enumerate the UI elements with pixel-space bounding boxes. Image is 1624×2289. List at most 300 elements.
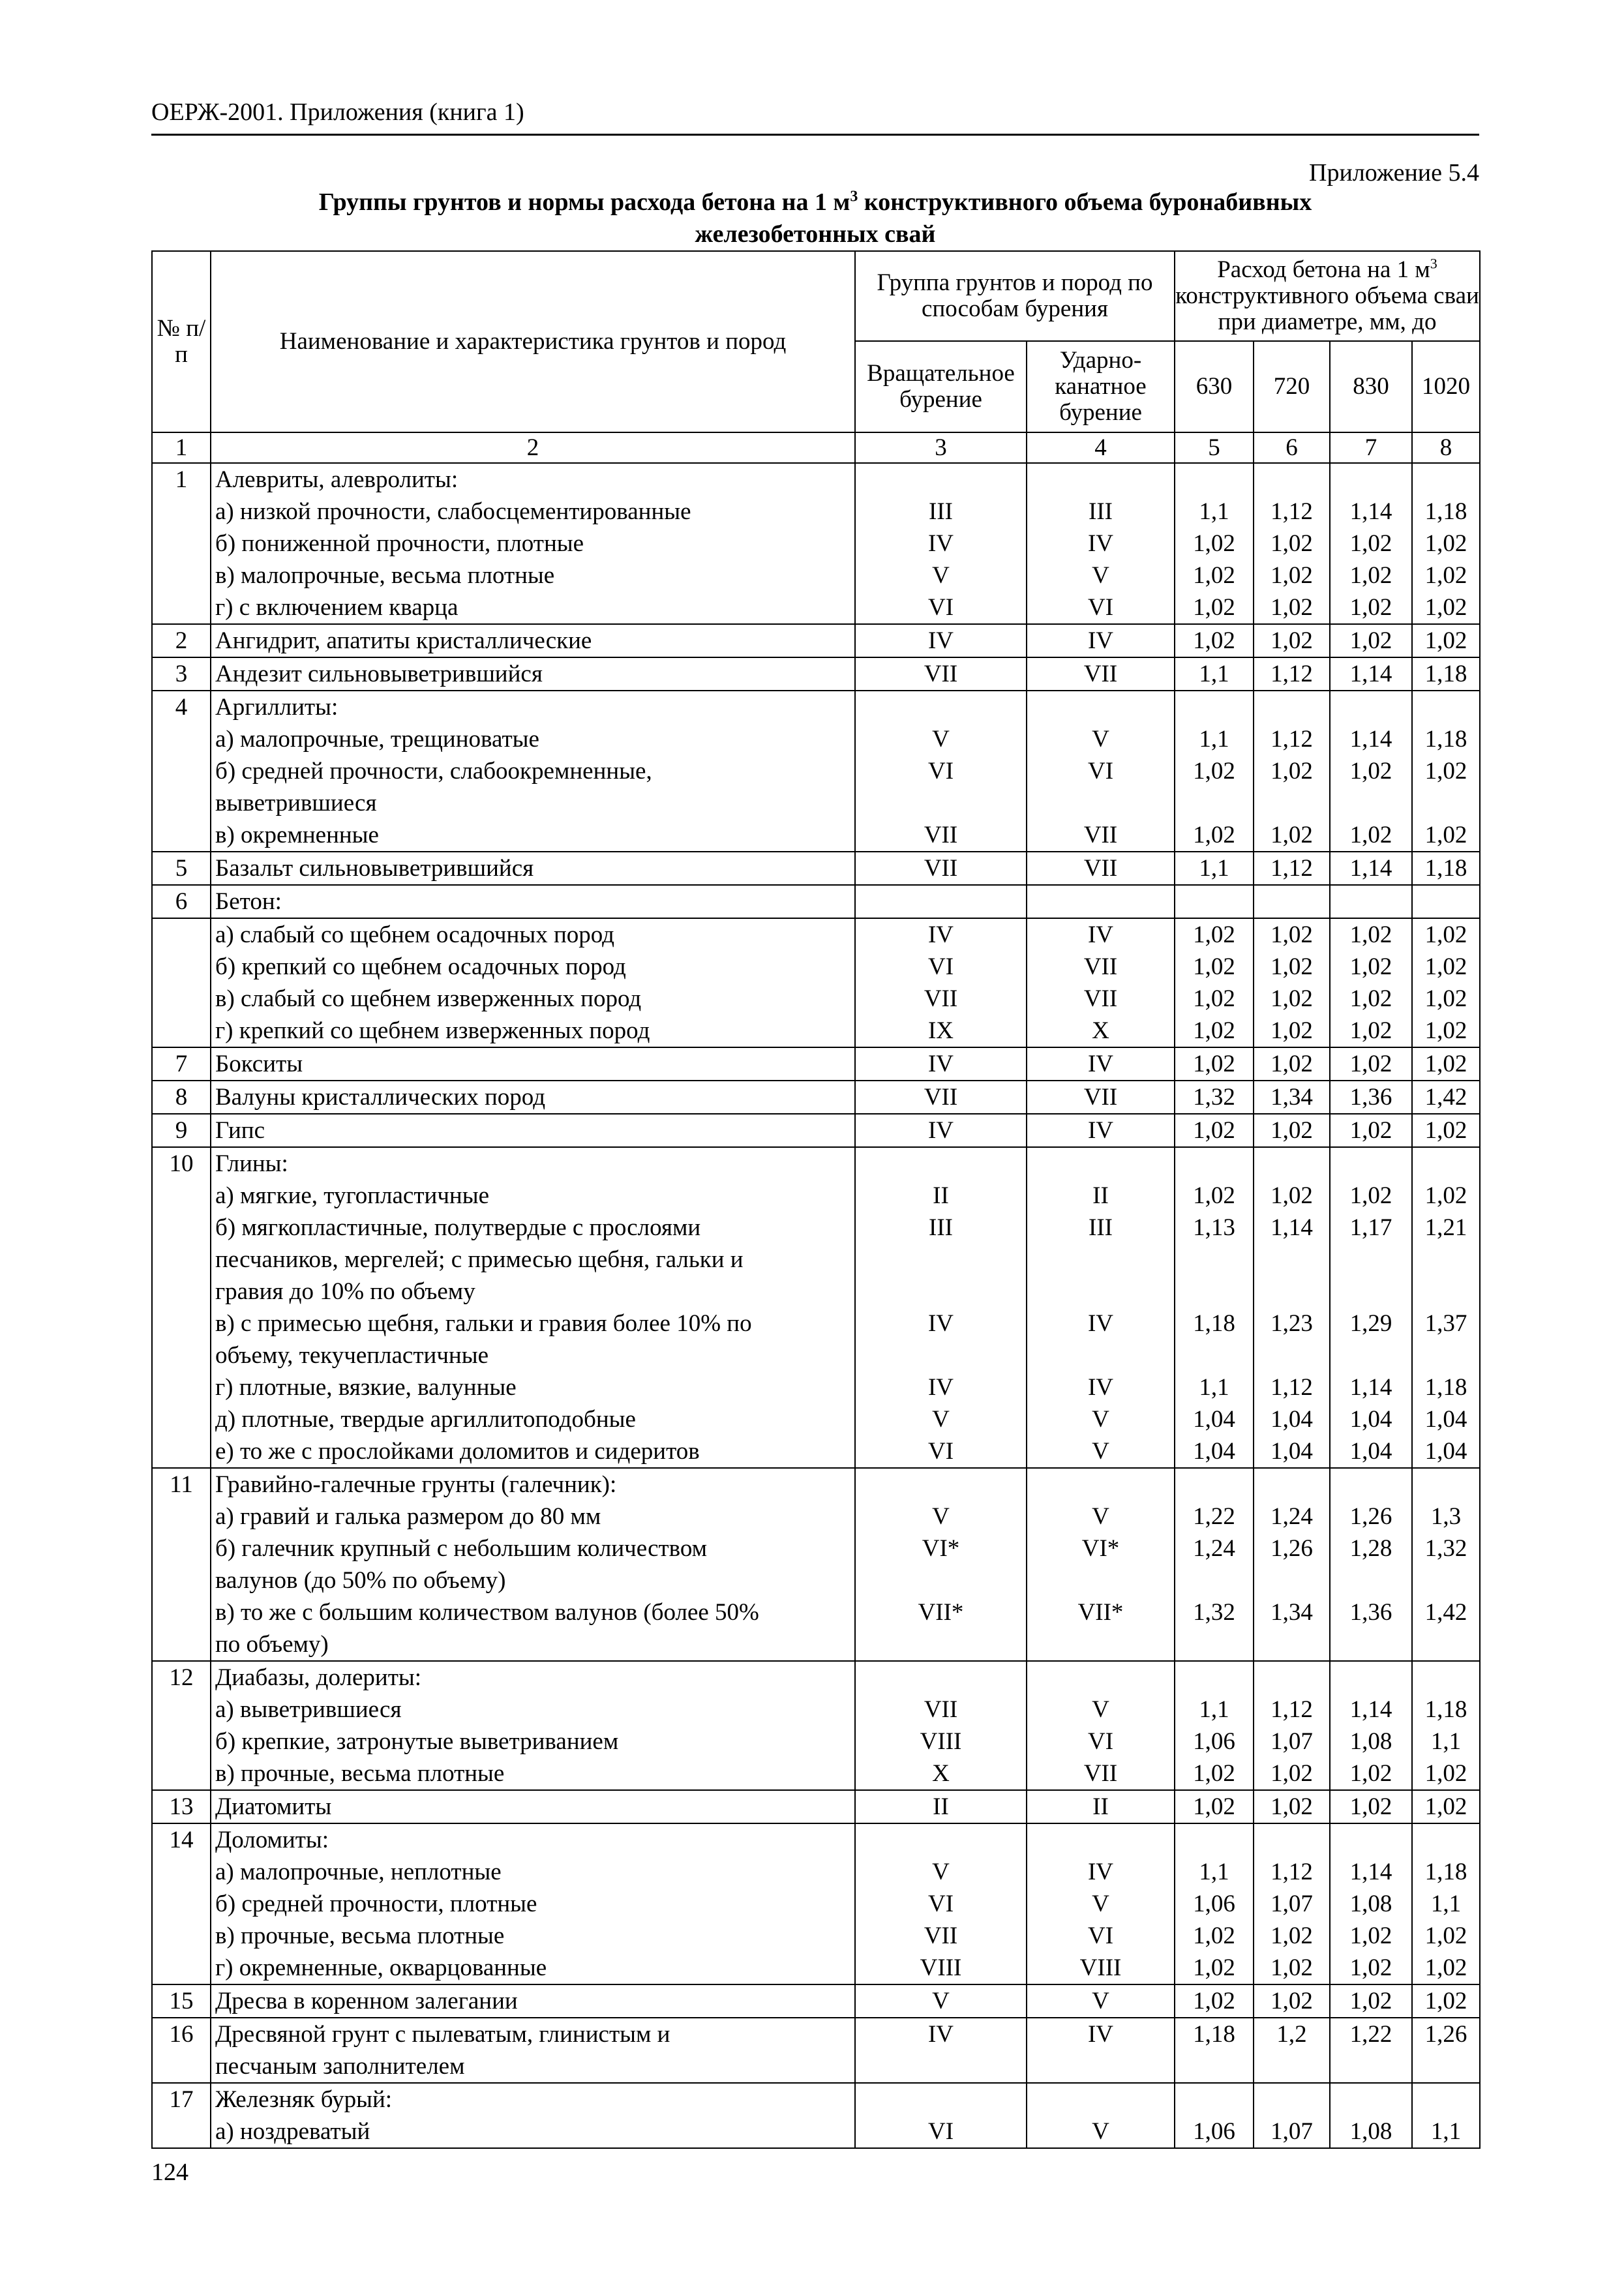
table-row [152, 1661, 1480, 1790]
consumption-830-value: 1,02 [1349, 985, 1392, 1012]
consumption-630-value: 1,02 [1193, 1017, 1235, 1044]
percussion-group-cell [1027, 918, 1175, 1047]
consumption-720-value: 1,02 [1271, 822, 1313, 848]
percussion-group-cell [1027, 1147, 1175, 1468]
consumption-1020-value: 1,02 [1424, 985, 1467, 1012]
consumption-830-value [1331, 2050, 1411, 2082]
title-line-1 [151, 187, 1479, 218]
consumption-1020-value: 1,32 [1424, 1535, 1467, 1562]
consumption-1020-cell [1412, 1790, 1480, 1823]
consumption-630-value: 1,02 [1193, 1793, 1235, 1820]
consumption-830-value: 1,02 [1349, 530, 1392, 557]
soil-name-cell [211, 463, 855, 624]
consumption-720-cell [1254, 1790, 1330, 1823]
consumption-1020-value [1413, 1339, 1479, 1371]
consumption-720-cell [1254, 624, 1330, 657]
consumption-1020-value: 1,02 [1424, 921, 1467, 948]
percussion-group-value: VII [1083, 1084, 1118, 1111]
rotary-group-value [856, 1662, 1026, 1694]
consumption-830-value: 1,02 [1349, 1954, 1392, 1981]
rotary-group-value [856, 1276, 1026, 1308]
consumption-720-value: 1,07 [1271, 1728, 1313, 1755]
soil-name-line: Аргиллиты: [215, 694, 338, 721]
percussion-group-value: IV [1087, 530, 1114, 557]
rotary-group-value: VII [924, 661, 958, 687]
consumption-720-value: 1,02 [1271, 1922, 1313, 1949]
soil-name-line: а) мягкие, тугопластичные [215, 1182, 490, 1209]
consumption-1020-value: 1,02 [1424, 1117, 1467, 1144]
consumption-720-value: 1,12 [1271, 1696, 1313, 1723]
page-number: 124 [151, 2159, 188, 2186]
consumption-830-cell [1330, 1984, 1412, 2018]
consumption-720-cell [1254, 885, 1330, 918]
soil-name-line: е) то же с прослойками доломитов и сидеритов [215, 1438, 700, 1465]
col-number: 1 [152, 432, 211, 463]
row-number-cell [152, 1823, 211, 1984]
rotary-group-value [856, 2084, 1026, 2116]
header-consumption-a: Расход бетона на 1 м [1217, 256, 1430, 283]
soil-name-line: валунов (до 50% по объему) [215, 1567, 506, 1594]
rotary-group-value: VII [924, 1696, 958, 1723]
consumption-1020-value [1413, 1469, 1479, 1501]
consumption-830-value: 1,04 [1349, 1406, 1392, 1433]
rotary-group-cell [855, 691, 1027, 852]
rotary-group-value: IV [927, 1051, 954, 1077]
rotary-group-cell [855, 1114, 1027, 1147]
consumption-830-value: 1,14 [1349, 1859, 1392, 1885]
rotary-group-cell [855, 657, 1027, 691]
table-row [152, 918, 1480, 1047]
consumption-630-value: 1,06 [1193, 2118, 1235, 2145]
consumption-630-value [1175, 1339, 1253, 1371]
consumption-720-cell [1254, 1468, 1330, 1661]
soil-name-line: б) крепкий со щебнем осадочных пород [215, 953, 626, 980]
consumption-720-value: 1,23 [1271, 1310, 1313, 1337]
consumption-830-cell [1330, 657, 1412, 691]
consumption-630-value: 1,02 [1193, 594, 1235, 621]
consumption-830-value: 1,29 [1349, 1310, 1392, 1337]
row-number-cell [152, 1790, 211, 1823]
consumption-830-value [1331, 886, 1411, 918]
percussion-group-value [1027, 1824, 1174, 1856]
rotary-group-value: V [932, 1503, 950, 1530]
table-row [152, 1081, 1480, 1114]
percussion-group-value: VII [1083, 855, 1118, 882]
soil-name-line: Андезит сильновыветрившийся [215, 661, 543, 687]
consumption-830-cell [1330, 1468, 1412, 1661]
consumption-1020-value: 1,37 [1424, 1310, 1467, 1337]
soil-name-line: а) ноздреватый [215, 2118, 370, 2145]
rotary-group-cell [855, 885, 1027, 918]
consumption-830-cell [1330, 2018, 1412, 2083]
consumption-630-value: 1,02 [1193, 1922, 1235, 1949]
soil-groups-table [151, 250, 1481, 2149]
consumption-720-cell [1254, 1147, 1330, 1468]
percussion-group-value [1027, 2050, 1174, 2082]
consumption-720-value: 1,02 [1271, 1793, 1313, 1820]
rotary-group-value [856, 886, 1026, 918]
consumption-720-value [1254, 2084, 1329, 2116]
consumption-630-value [1175, 1564, 1253, 1596]
rotary-group-value: V [932, 726, 950, 753]
rotary-group-value: II [933, 1793, 949, 1820]
consumption-720-value: 1,02 [1271, 1017, 1313, 1044]
consumption-830-value: 1,02 [1349, 1988, 1392, 2014]
rotary-group-value: II [933, 1182, 949, 1209]
rotary-group-cell [855, 1468, 1027, 1661]
consumption-720-value [1254, 1628, 1329, 1660]
consumption-630-value: 1,1 [1199, 498, 1229, 525]
percussion-group-value: III [1089, 498, 1113, 525]
percussion-group-value [1027, 1469, 1174, 1501]
consumption-720-cell [1254, 1047, 1330, 1081]
consumption-630-value: 1,1 [1199, 661, 1229, 687]
rotary-group-value: VI [927, 1891, 954, 1917]
header-d830: 830 [1330, 341, 1412, 432]
consumption-720-value: 1,02 [1271, 1988, 1313, 2014]
soil-name-line: б) средней прочности, плотные [215, 1891, 537, 1917]
header-name: Наименование и характеристика грунтов и пород [211, 251, 855, 432]
consumption-830-value: 1,22 [1349, 2021, 1392, 2048]
consumption-720-value: 1,34 [1271, 1084, 1313, 1111]
consumption-630-value: 1,1 [1199, 1859, 1229, 1885]
rotary-group-value: IV [927, 2021, 954, 2048]
percussion-group-value [1027, 691, 1174, 723]
rotary-group-value: VIII [920, 1954, 962, 1981]
consumption-630-value [1175, 691, 1253, 723]
row-number-cell [152, 691, 211, 852]
table-row [152, 885, 1480, 918]
consumption-630-cell [1175, 1823, 1254, 1984]
consumption-830-value: 1,02 [1349, 758, 1392, 785]
rotary-group-value [856, 691, 1026, 723]
row-number: 10 [169, 1150, 194, 1177]
percussion-group-value: VII [1083, 985, 1118, 1012]
consumption-830-cell [1330, 1114, 1412, 1147]
title-part-a: Группы грунтов и нормы расхода бетона на 1 м [318, 188, 850, 216]
consumption-830-value [1331, 1469, 1411, 1501]
soil-name-line: песчаным заполнителем [215, 2053, 465, 2080]
rotary-group-value: V [932, 562, 950, 589]
consumption-830-value: 1,14 [1349, 498, 1392, 525]
table-row [152, 691, 1480, 852]
consumption-1020-value: 1,26 [1424, 2021, 1467, 2048]
consumption-830-value: 1,02 [1349, 1760, 1392, 1787]
consumption-1020-value: 1,02 [1424, 627, 1467, 654]
percussion-group-value [1027, 464, 1174, 496]
consumption-720-cell [1254, 463, 1330, 624]
soil-name-line: г) плотные, вязкие, валунные [215, 1374, 517, 1401]
percussion-group-value [1027, 2084, 1174, 2116]
soil-name-line: г) с включением кварца [215, 594, 459, 621]
consumption-630-value: 1,02 [1193, 921, 1235, 948]
consumption-720-cell [1254, 1081, 1330, 1114]
soil-name-line: Бокситы [215, 1051, 303, 1077]
consumption-720-value: 1,14 [1271, 1214, 1313, 1241]
percussion-group-cell [1027, 1081, 1175, 1114]
consumption-720-value: 1,02 [1271, 1954, 1313, 1981]
row-number-cell [152, 463, 211, 624]
rotary-group-value: IV [927, 1310, 954, 1337]
consumption-830-value: 1,14 [1349, 726, 1392, 753]
consumption-1020-value: 1,18 [1424, 661, 1467, 687]
soil-name-line: песчаников, мергелей; с примесью щебня, гальки и [215, 1246, 744, 1273]
consumption-1020-value: 1,18 [1424, 726, 1467, 753]
consumption-1020-value: 1,02 [1424, 758, 1467, 785]
consumption-1020-value: 1,18 [1424, 1374, 1467, 1401]
soil-name-line: в) окремненные [215, 822, 379, 848]
consumption-720-value [1254, 1276, 1329, 1308]
row-number-cell [152, 852, 211, 885]
title-superscript: 3 [850, 188, 858, 205]
percussion-group-value: VII [1083, 661, 1118, 687]
percussion-group-value: III [1089, 1214, 1113, 1241]
soil-name-line: б) крепкие, затронутые выветриванием [215, 1728, 619, 1755]
table-row [152, 1468, 1480, 1661]
consumption-830-value: 1,14 [1349, 855, 1392, 882]
consumption-630-value: 1,32 [1193, 1084, 1235, 1111]
consumption-630-value: 1,06 [1193, 1728, 1235, 1755]
consumption-630-value: 1,24 [1193, 1535, 1235, 1562]
soil-name-cell [211, 1984, 855, 2018]
soil-name-cell [211, 624, 855, 657]
consumption-720-value: 1,04 [1271, 1438, 1313, 1465]
consumption-830-cell [1330, 1661, 1412, 1790]
consumption-830-value: 1,02 [1349, 1017, 1392, 1044]
percussion-group-value: V [1092, 1503, 1109, 1530]
soil-name-line: Дресвяной грунт с пылеватым, глинистым и [215, 2021, 670, 2048]
soil-name-line: в) с примесью щебня, гальки и гравия более 10% по [215, 1310, 752, 1337]
consumption-630-cell [1175, 2018, 1254, 2083]
consumption-830-value: 1,02 [1349, 1793, 1392, 1820]
consumption-830-value: 1,02 [1349, 921, 1392, 948]
header-consumption-b: конструктивного объема сваи при диаметре, мм, до [1175, 282, 1479, 335]
consumption-630-value [1175, 787, 1253, 819]
rotary-group-value [856, 1339, 1026, 1371]
header-d630: 630 [1175, 341, 1254, 432]
percussion-group-value [1027, 1662, 1174, 1694]
consumption-630-value: 1,02 [1193, 1182, 1235, 1209]
consumption-720-value: 1,02 [1271, 627, 1313, 654]
consumption-1020-value [1413, 2050, 1479, 2082]
row-number-cell [152, 2083, 211, 2148]
table-row [152, 1147, 1480, 1468]
percussion-group-value: VI* [1081, 1535, 1120, 1562]
consumption-720-cell [1254, 2083, 1330, 2148]
soil-name-line: в) прочные, весьма плотные [215, 1922, 505, 1949]
consumption-1020-value [1413, 2084, 1479, 2116]
consumption-830-cell [1330, 1047, 1412, 1081]
soil-name-line: а) малопрочные, неплотные [215, 1859, 502, 1885]
consumption-830-value: 1,36 [1349, 1599, 1392, 1626]
rotary-group-value: IV [927, 1374, 954, 1401]
rotary-group-cell [855, 2018, 1027, 2083]
rotary-group-value: X [932, 1760, 950, 1787]
table-body [152, 463, 1480, 2148]
percussion-group-value: VII [1083, 953, 1118, 980]
consumption-1020-value: 1,18 [1424, 855, 1467, 882]
consumption-630-cell [1175, 1114, 1254, 1147]
consumption-630-cell [1175, 624, 1254, 657]
soil-name-line: Диатомиты [215, 1793, 332, 1820]
consumption-830-value [1331, 1662, 1411, 1694]
consumption-720-cell [1254, 918, 1330, 1047]
consumption-720-value: 1,12 [1271, 498, 1313, 525]
consumption-630-value [1175, 1244, 1253, 1276]
consumption-1020-cell [1412, 1823, 1480, 1984]
row-number: 15 [169, 1988, 194, 2014]
soil-name-line: Алевриты, алевролиты: [215, 466, 459, 493]
consumption-720-value: 1,34 [1271, 1599, 1313, 1626]
rotary-group-cell [855, 624, 1027, 657]
consumption-1020-value: 1,18 [1424, 1859, 1467, 1885]
table-row [152, 463, 1480, 624]
consumption-630-value: 1,02 [1193, 953, 1235, 980]
rotary-group-value: VI [927, 594, 954, 621]
percussion-group-cell [1027, 1661, 1175, 1790]
soil-name-line: Железняк бурый: [215, 2086, 393, 2113]
consumption-830-value: 1,08 [1349, 1891, 1392, 1917]
consumption-720-value: 1,12 [1271, 1859, 1313, 1885]
row-number-cell [152, 1661, 211, 1790]
consumption-1020-value: 1,42 [1424, 1599, 1467, 1626]
consumption-830-value: 1,02 [1349, 1922, 1392, 1949]
consumption-1020-cell [1412, 1661, 1480, 1790]
appendix-label: Приложение 5.4 [1309, 159, 1479, 187]
consumption-720-cell [1254, 1114, 1330, 1147]
table-row [152, 852, 1480, 885]
consumption-720-value [1254, 2050, 1329, 2082]
rotary-group-value [856, 1244, 1026, 1276]
rotary-group-value: VI [927, 1438, 954, 1465]
consumption-630-value: 1,02 [1193, 627, 1235, 654]
consumption-720-cell [1254, 1984, 1330, 2018]
table-row [152, 1790, 1480, 1823]
consumption-1020-value: 1,18 [1424, 1696, 1467, 1723]
consumption-720-value: 1,12 [1271, 855, 1313, 882]
row-number-cell [152, 1047, 211, 1081]
consumption-1020-cell [1412, 657, 1480, 691]
soil-name-line: г) окремненные, окварцованные [215, 1954, 547, 1981]
header-num: № п/п [152, 251, 211, 432]
percussion-group-value: VI [1087, 758, 1114, 785]
rotary-group-cell [855, 918, 1027, 1047]
table-row [152, 1823, 1480, 1984]
rotary-group-cell [855, 1147, 1027, 1468]
col-number: 4 [1027, 432, 1175, 463]
consumption-720-cell [1254, 1661, 1330, 1790]
consumption-1020-cell [1412, 2083, 1480, 2148]
consumption-1020-value [1413, 1564, 1479, 1596]
running-header: ОЕРЖ-2001. Приложения (книга 1) [151, 98, 524, 126]
consumption-720-value: 1,12 [1271, 1374, 1313, 1401]
rotary-group-value: VI [927, 2118, 954, 2145]
consumption-630-value [1175, 1148, 1253, 1180]
rotary-group-value: VII [924, 822, 958, 848]
col-number: 6 [1254, 432, 1330, 463]
rotary-group-value: VII [924, 985, 958, 1012]
percussion-group-cell [1027, 463, 1175, 624]
soil-name-line: Бетон: [215, 888, 282, 915]
rotary-group-value [856, 1469, 1026, 1501]
consumption-630-cell [1175, 1790, 1254, 1823]
rotary-group-value: III [929, 498, 953, 525]
soil-name-line: а) слабый со щебнем осадочных пород [215, 921, 614, 948]
consumption-720-cell [1254, 1823, 1330, 1984]
consumption-630-value: 1,02 [1193, 985, 1235, 1012]
consumption-830-value: 1,02 [1349, 562, 1392, 589]
consumption-1020-cell [1412, 691, 1480, 852]
row-number: 13 [169, 1793, 194, 1820]
soil-name-line: а) выветрившиеся [215, 1696, 402, 1723]
row-number-cell [152, 624, 211, 657]
percussion-group-value: II [1092, 1793, 1109, 1820]
consumption-630-value: 1,32 [1193, 1599, 1235, 1626]
consumption-720-value [1254, 1339, 1329, 1371]
consumption-830-cell [1330, 885, 1412, 918]
rotary-group-value: VII [924, 855, 958, 882]
consumption-720-value [1254, 1244, 1329, 1276]
soil-name-line: Ангидрит, апатиты кристаллические [215, 627, 592, 654]
consumption-720-value [1254, 1662, 1329, 1694]
soil-name-line: б) пониженной прочности, плотные [215, 530, 584, 557]
table-row [152, 657, 1480, 691]
rotary-group-value: V [932, 1988, 950, 2014]
soil-name-line: а) низкой прочности, слабосцементированные [215, 498, 691, 525]
row-number: 14 [169, 1827, 194, 1853]
soil-name-line: б) мягкопластичные, полутвердые с прослоями [215, 1214, 701, 1241]
consumption-1020-value: 1,21 [1424, 1214, 1467, 1241]
soil-name-cell [211, 1147, 855, 1468]
percussion-group-cell [1027, 1114, 1175, 1147]
consumption-830-value [1331, 2084, 1411, 2116]
row-number: 7 [175, 1051, 188, 1077]
consumption-630-cell [1175, 885, 1254, 918]
consumption-1020-value: 1,42 [1424, 1084, 1467, 1111]
table-row [152, 2018, 1480, 2083]
percussion-group-value: VII* [1077, 1599, 1124, 1626]
consumption-720-value: 1,02 [1271, 1760, 1313, 1787]
rotary-group-value: VII [924, 1084, 958, 1111]
rotary-group-value: VII* [918, 1599, 964, 1626]
consumption-1020-value: 1,02 [1424, 562, 1467, 589]
percussion-group-value: IV [1087, 1374, 1114, 1401]
soil-name-line: а) малопрочные, трещиноватые [215, 726, 539, 753]
rotary-group-value: IV [927, 921, 954, 948]
row-number: 6 [175, 888, 188, 915]
percussion-group-value: X [1092, 1017, 1109, 1044]
consumption-830-cell [1330, 1790, 1412, 1823]
consumption-1020-value: 1,02 [1424, 1922, 1467, 1949]
consumption-630-value: 1,1 [1199, 726, 1229, 753]
consumption-630-cell [1175, 918, 1254, 1047]
consumption-630-value: 1,02 [1193, 822, 1235, 848]
consumption-630-cell [1175, 1147, 1254, 1468]
consumption-830-value: 1,04 [1349, 1438, 1392, 1465]
percussion-group-value: VII [1083, 822, 1118, 848]
soil-name-line: Гипс [215, 1117, 265, 1144]
percussion-group-value: V [1092, 562, 1109, 589]
consumption-630-value: 1,02 [1193, 758, 1235, 785]
percussion-group-value: IV [1087, 627, 1114, 654]
soil-name-cell [211, 1081, 855, 1114]
consumption-830-value: 1,02 [1349, 1051, 1392, 1077]
percussion-group-cell [1027, 1984, 1175, 2018]
consumption-630-cell [1175, 1081, 1254, 1114]
percussion-group-cell [1027, 885, 1175, 918]
rotary-group-value: V [932, 1406, 950, 1433]
percussion-group-value: VI [1087, 594, 1114, 621]
